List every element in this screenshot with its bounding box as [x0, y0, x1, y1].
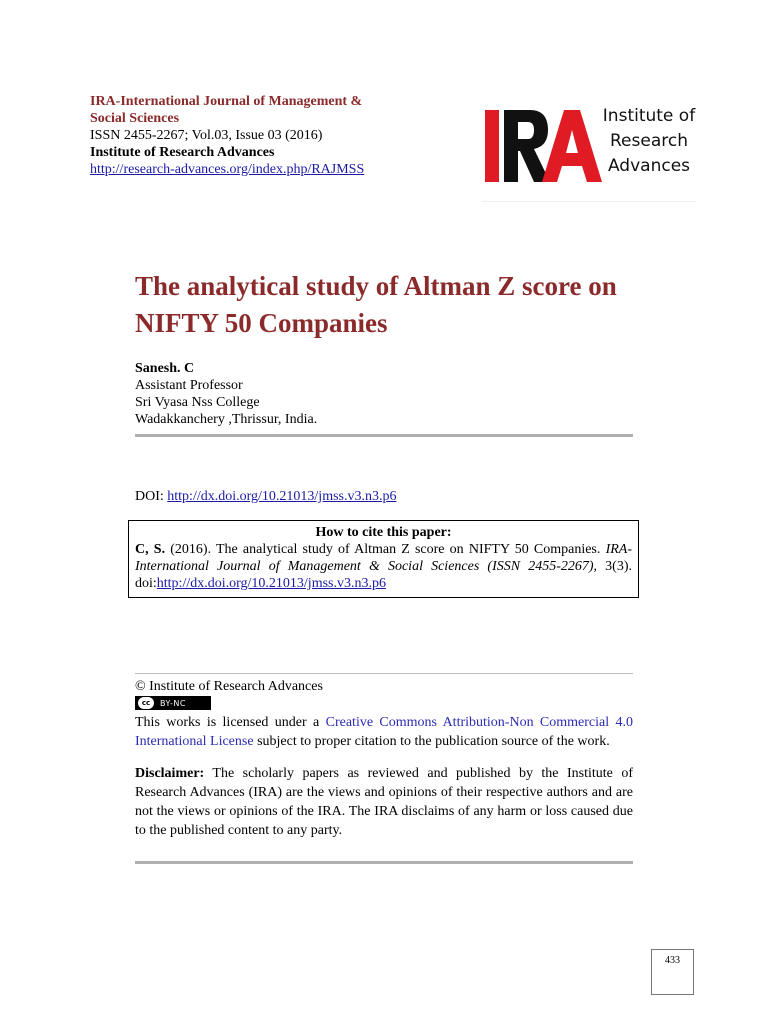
cc-by-nc-label: BY-NC	[160, 698, 186, 708]
citation-author: C, S.	[135, 542, 166, 557]
paper-title	[135, 268, 655, 342]
citation-doi-prefix: doi:	[135, 576, 157, 591]
disclaimer-label: Disclaimer:	[135, 766, 205, 781]
doi-line	[135, 488, 396, 505]
divider-license	[135, 673, 633, 674]
citation-heading: How to cite this paper:	[315, 525, 452, 540]
license-link[interactable]: Creative Commons Attribution-Non Commercial 4.0 International License	[135, 715, 633, 749]
author-position: Assistant Professor	[135, 378, 243, 393]
divider-top	[135, 434, 633, 437]
logo-divider	[482, 201, 696, 202]
citation-journal: IRA-International Journal of Management & Social Sciences (ISSN 2455-2267)	[135, 542, 632, 574]
logo-text-line2: Research	[610, 131, 688, 151]
author-location: Wadakkanchery ,Thrissur, India.	[135, 412, 318, 427]
doi-link[interactable]: http://dx.doi.org/10.21013/jmss.v3.n3.p6	[167, 489, 397, 504]
disclaimer-text: The scholarly papers as reviewed and published by the Institute of Research Advances (IRA) are the views and opinions of their respective authors and are not the views or opinions of the IRA. The IRA disclaims of any harm or loss caused due to the published content to any party.	[135, 766, 633, 838]
license-text-before: This works is licensed under a	[135, 715, 320, 730]
journal-url-link[interactable]: http://research-advances.org/index.php/RAJMSS	[90, 162, 365, 177]
ira-logo-text	[599, 104, 699, 179]
author-name: Sanesh. C	[135, 361, 195, 376]
copyright-notice: © Institute of Research Advances	[135, 679, 323, 694]
license-text-after: subject to proper citation to the publication source of the work.	[257, 734, 610, 749]
citation-text	[135, 541, 632, 592]
doi-label: DOI:	[135, 489, 164, 504]
author-college: Sri Vyasa Nss College	[135, 395, 260, 410]
divider-bottom	[135, 861, 633, 864]
cc-license-badge[interactable]	[135, 696, 211, 710]
disclaimer	[135, 764, 633, 840]
ira-logo	[482, 100, 696, 202]
title-line2: NIFTY 50 Companies	[135, 308, 388, 338]
journal-name: IRA-International Journal of Management & Social Sciences	[90, 94, 363, 126]
page-number: 433	[651, 949, 694, 995]
license-text	[135, 713, 633, 751]
citation-box	[128, 520, 639, 598]
journal-info	[90, 93, 390, 178]
citation-doi-link[interactable]: http://dx.doi.org/10.21013/jmss.v3.n3.p6	[156, 576, 386, 591]
citation-volume: , 3(3).	[593, 559, 633, 574]
logo-text-line3: Advances	[607, 156, 691, 176]
logo-text-line1: Institute of	[602, 106, 696, 126]
ira-logo-mark	[482, 106, 602, 186]
cc-icon: cc	[138, 697, 154, 709]
title-line1: The analytical study of Altman Z score on	[135, 271, 617, 301]
citation-year-title: (2016). The analytical study of Altman Z score on NIFTY 50 Companies.	[170, 542, 601, 557]
author-block	[135, 360, 535, 428]
publisher-name: Institute of Research Advances	[90, 145, 275, 160]
issn-line: ISSN 2455-2267; Vol.03, Issue 03 (2016)	[90, 128, 323, 143]
